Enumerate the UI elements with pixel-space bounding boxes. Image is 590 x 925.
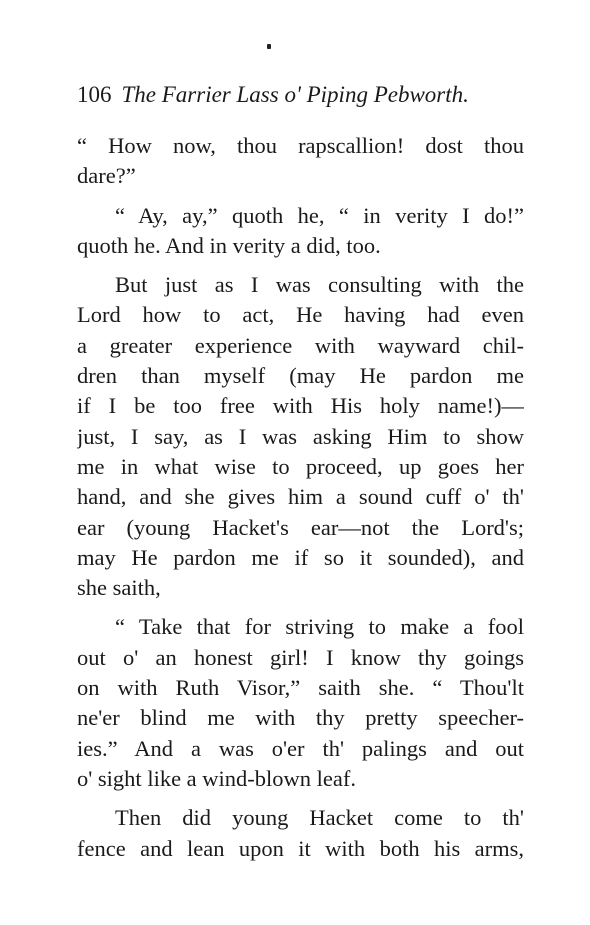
paragraph [77,131,524,192]
text-line: ne'er blind me with thy pretty speecher- [77,705,524,731]
paragraph [77,612,524,794]
paragraph [77,270,524,603]
text-line: just, I say, as I was asking Him to show [77,423,524,449]
paragraph [77,803,524,864]
text-line: me in what wise to proceed, up goes her [77,453,524,479]
text-line: on with Ruth Visor,” saith she. “ Thou'lt [77,675,524,701]
text-line: Then did young Hacket come to th' [115,805,524,831]
text-line: dren than myself (may He pardon me [77,363,524,389]
text-line: ear (young Hacket's ear—not the Lord's; [77,514,524,540]
text-line: a greater experience with wayward chil- [77,332,524,358]
text-line: may He pardon me if so it sounded), and [77,544,524,570]
running-head [77,80,527,110]
text-line: dare?” [77,163,136,189]
text-line: quoth he. And in verity a did, too. [77,232,381,258]
text-line: out o' an honest girl! I know thy goings [77,644,524,670]
text-line: But just as I was consulting with the [115,272,524,298]
text-line: “ Take that for striving to make a fool [115,614,524,640]
text-line: she saith, [77,575,161,601]
page-number: 106 [77,82,112,107]
body-text [77,131,524,864]
text-line: “ How now, thou rapscallion! dost thou [77,133,524,158]
paragraph [77,201,524,262]
text-line: “ Ay, ay,” quoth he, “ in verity I do!” [115,202,524,228]
ink-speck [267,44,271,49]
text-line: fence and lean upon it with both his arms, [77,835,524,861]
book-title: The Farrier Lass o' Piping Pebworth. [121,82,469,107]
text-line: hand, and she gives him a sound cuff o' th' [77,484,524,510]
text-line: if I be too free with His holy name!)— [77,393,524,419]
text-line: Lord how to act, He having had even [77,302,524,328]
text-line: o' sight like a wind-blown leaf. [77,765,356,791]
text-line: ies.” And a was o'er th' palings and out [77,735,524,761]
